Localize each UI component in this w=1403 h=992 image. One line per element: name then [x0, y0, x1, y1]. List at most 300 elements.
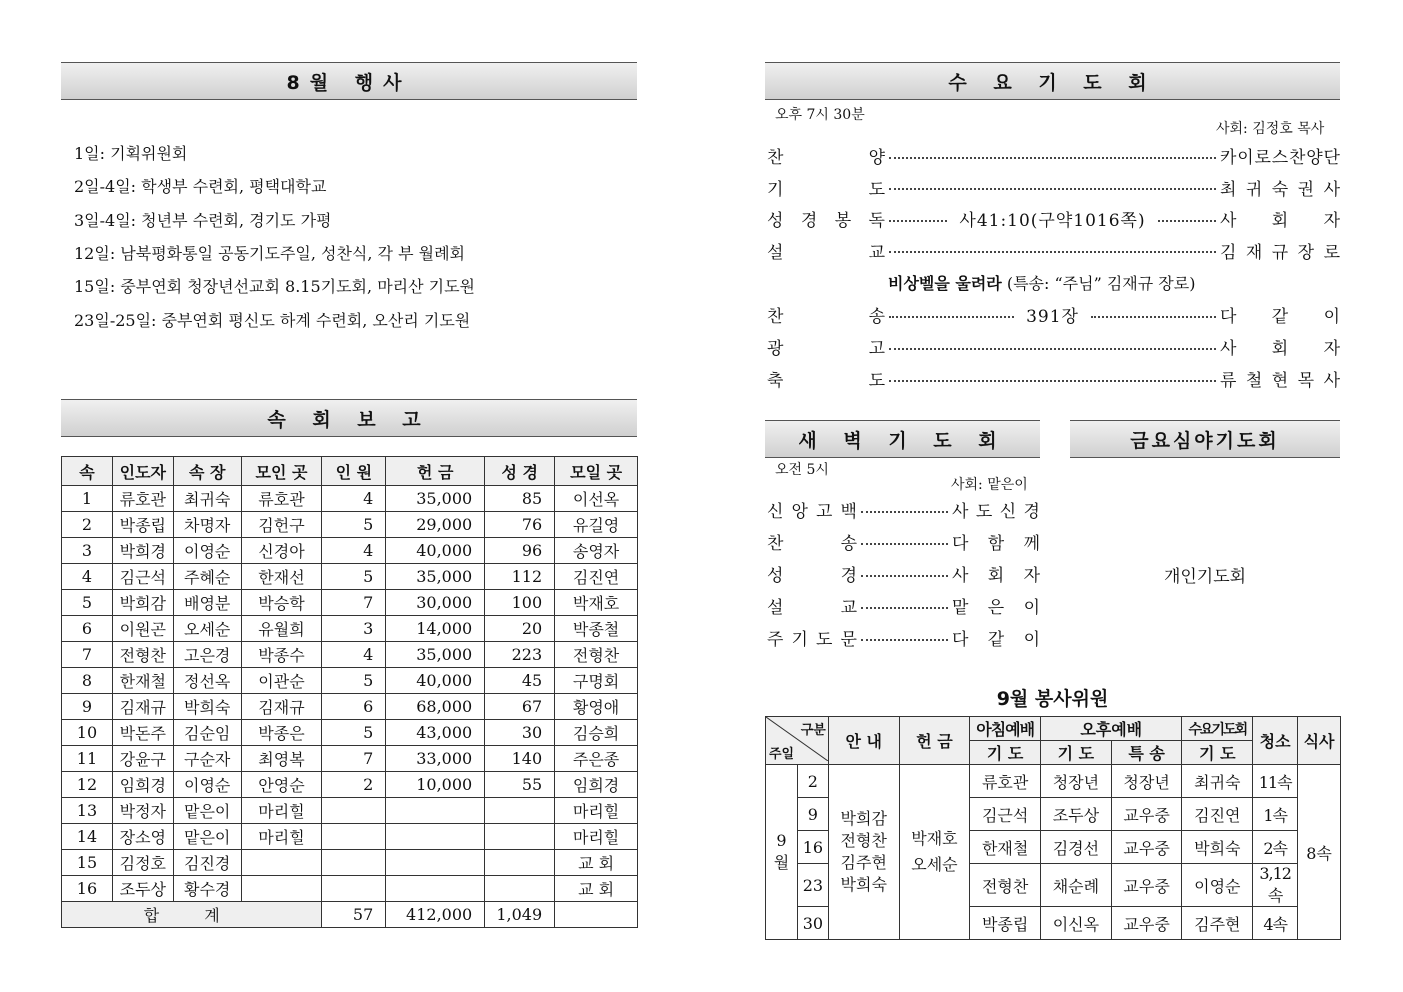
value-char: 자: [1023, 566, 1040, 586]
guide-name: 김주현: [840, 853, 887, 872]
report-row: [62, 642, 638, 668]
program-value: [952, 593, 1040, 618]
value-char: 회: [1271, 339, 1289, 359]
friday-title: 금요심야기도회: [1070, 420, 1340, 458]
service-cell-m: 한재철: [970, 831, 1041, 864]
leader-dots: [861, 543, 948, 545]
report-cell: 7: [322, 590, 386, 616]
report-cell: 이원곤: [112, 616, 173, 642]
offering-name: 오세순: [911, 855, 958, 874]
service-meal: 8속: [1298, 765, 1341, 940]
report-cell: 이관순: [241, 668, 322, 694]
report-cell: 박희감: [112, 590, 173, 616]
report-cell: 112: [485, 564, 555, 590]
report-row: [62, 798, 638, 824]
report-cell: 박승학: [241, 590, 322, 616]
report-row: [62, 590, 638, 616]
report-cell: 1: [62, 486, 113, 512]
report-header-row: [62, 457, 638, 486]
label-char: 도: [868, 179, 885, 200]
report-header-cell: 모일 곳: [555, 457, 638, 486]
header-wednesday: 수요기도회: [1182, 717, 1253, 741]
label-char: 설: [767, 242, 784, 263]
corner-header: [766, 717, 829, 765]
special-title: 비상벨을 울려라: [888, 274, 1002, 293]
month-label: 9월: [773, 831, 790, 872]
label-char: 성: [767, 211, 784, 231]
report-cell: 55: [485, 772, 555, 798]
value-char: 같: [987, 630, 1005, 650]
service-day: 2: [797, 765, 828, 798]
report-cell: [241, 876, 322, 902]
report-cell: 8: [62, 668, 113, 694]
report-row: [62, 720, 638, 746]
friday-content: 개인기도회: [1163, 567, 1247, 587]
report-cell: 신경아: [241, 538, 322, 564]
report-row: [62, 746, 638, 772]
value-char: 사: [952, 566, 969, 586]
value-char: 함: [987, 534, 1005, 554]
value-char: 맡: [952, 598, 969, 618]
service-cell-w: 김진연: [1182, 798, 1253, 831]
value-char: 이: [1023, 630, 1040, 650]
report-cell: 박종수: [241, 642, 322, 668]
service-cell-w: 박희숙: [1182, 831, 1253, 864]
service-cell-as: 청장년: [1111, 765, 1182, 798]
report-row: [62, 512, 638, 538]
label-char: 찬: [767, 307, 784, 327]
report-cell: [485, 850, 555, 876]
report-row: [62, 486, 638, 512]
value-char: 스: [1271, 148, 1289, 168]
report-header-cell: 모인 곳: [241, 457, 322, 486]
corner-top: 구분: [800, 723, 826, 738]
report-cell: 김정호: [112, 850, 173, 876]
program-row: [767, 593, 1040, 618]
report-cell: 6: [322, 694, 386, 720]
event-item: 12일: 남북평화통일 공동기도주일, 성찬식, 각 부 월례회: [74, 243, 466, 263]
report-cell: 2: [322, 772, 386, 798]
report-row: [62, 772, 638, 798]
report-cell: 35,000: [386, 486, 485, 512]
event-item: 23일-25일: 중부연회 평신도 하계 수련회, 오산리 기도원: [74, 310, 471, 330]
program-row: [767, 238, 1340, 263]
report-cell: 오세순: [173, 616, 241, 642]
header-offering: 헌 금: [899, 717, 970, 765]
report-cell: 85: [485, 486, 555, 512]
value-char: 회: [987, 566, 1005, 586]
program-row: [767, 302, 1340, 327]
sub-morning-prayer: 기 도: [970, 741, 1041, 765]
report-cell: 33,000: [386, 746, 485, 772]
report-cell: 5: [322, 720, 386, 746]
report-cell: 76: [485, 512, 555, 538]
label-char: 광: [767, 339, 784, 359]
report-cell: 전형찬: [555, 642, 638, 668]
report-cell: 박희경: [112, 538, 173, 564]
report-cell: 교 회: [555, 850, 638, 876]
report-cell: 5: [322, 512, 386, 538]
report-cell: 한재선: [241, 564, 322, 590]
value-char: 숙: [1271, 179, 1289, 200]
guide-name: 박희감: [840, 809, 887, 828]
program-value: [1220, 334, 1340, 359]
label-char: 양: [868, 148, 885, 168]
offering-name: 박재호: [911, 829, 958, 848]
report-row: [62, 538, 638, 564]
report-cell: 40,000: [386, 668, 485, 694]
report-cell: 박종철: [555, 616, 638, 642]
label-char: 교: [868, 242, 885, 263]
report-cell: [386, 876, 485, 902]
report-cell: [485, 798, 555, 824]
value-char: 사: [1323, 371, 1340, 391]
report-cell: 박종은: [241, 720, 322, 746]
service-cell-c: 3,12속: [1253, 864, 1298, 907]
report-cell: 45: [485, 668, 555, 694]
leader-dots: [889, 188, 1216, 190]
header-afternoon: 오후예배: [1041, 717, 1182, 741]
value-char: 사: [952, 502, 969, 522]
value-char: 김: [1220, 242, 1237, 263]
report-header-cell: 속 장: [173, 457, 241, 486]
program-label: [767, 593, 857, 618]
report-cell: 5: [322, 668, 386, 694]
service-cell-as: 교우중: [1111, 831, 1182, 864]
sub-afternoon-special: 특 송: [1111, 741, 1182, 765]
value-char: 다: [1220, 307, 1237, 327]
value-char: 다: [952, 534, 969, 554]
value-char: 같: [1271, 307, 1289, 327]
report-cell: 황수경: [173, 876, 241, 902]
program-value: [1220, 238, 1340, 263]
program-middle: 사41:10(구약1016쪽): [959, 211, 1146, 231]
report-cell: 주은종: [555, 746, 638, 772]
value-char: 찬: [1289, 148, 1306, 168]
wednesday-time: 오후 7시 30분: [775, 107, 865, 123]
report-row: [62, 876, 638, 902]
service-cell-ap: 청장년: [1041, 765, 1112, 798]
service-cell-w: 이영순: [1182, 864, 1253, 907]
service-cell-w: 최귀숙: [1182, 765, 1253, 798]
label-char: 고: [816, 502, 833, 522]
report-cell: 43,000: [386, 720, 485, 746]
program-label: [767, 302, 885, 327]
report-cell: 35,000: [386, 642, 485, 668]
program-row: [767, 366, 1340, 391]
service-cell-as: 교우중: [1111, 798, 1182, 831]
service-day: 23: [797, 864, 828, 907]
report-cell: 3: [62, 538, 113, 564]
service-cell-m: 전형찬: [970, 864, 1041, 907]
report-cell: 강윤구: [112, 746, 173, 772]
report-cell: 김근석: [112, 564, 173, 590]
program-row: [767, 625, 1040, 650]
report-cell: 차명자: [173, 512, 241, 538]
report-cell: 20: [485, 616, 555, 642]
service-day: 9: [797, 798, 828, 831]
program-value: [952, 497, 1040, 522]
program-row: [767, 497, 1040, 522]
report-total-row: [62, 902, 638, 928]
report-cell: 류호관: [112, 486, 173, 512]
value-char: 자: [1323, 339, 1340, 359]
value-char: 경: [1023, 502, 1040, 522]
report-cell: 박종립: [112, 512, 173, 538]
service-table: [765, 716, 1341, 940]
report-cell: [322, 798, 386, 824]
label-char: 앙: [791, 502, 808, 522]
label-char: 성: [767, 566, 784, 586]
report-cell: 이영순: [173, 538, 241, 564]
report-cell: 이영순: [173, 772, 241, 798]
report-cell: 김재규: [241, 694, 322, 720]
leader-dots: [889, 157, 1216, 159]
total-bible: 1,049: [485, 902, 555, 928]
report-table: [61, 456, 638, 928]
value-char: 께: [1023, 534, 1040, 554]
program-label: [767, 625, 857, 650]
report-cell: [485, 876, 555, 902]
report-cell: 주혜순: [173, 564, 241, 590]
report-row: [62, 824, 638, 850]
report-row: [62, 564, 638, 590]
events-title: 8월 행사: [61, 62, 637, 100]
report-cell: 7: [62, 642, 113, 668]
report-cell: 100: [485, 590, 555, 616]
label-char: 경: [840, 566, 857, 586]
service-day: 30: [797, 907, 828, 940]
program-label: [767, 206, 885, 231]
report-cell: 박희숙: [173, 694, 241, 720]
value-char: 로: [1254, 148, 1271, 168]
report-cell: 140: [485, 746, 555, 772]
report-cell: 배영분: [173, 590, 241, 616]
report-cell: 5: [322, 564, 386, 590]
program-label: [767, 366, 885, 391]
report-cell: 4: [62, 564, 113, 590]
program-label: [767, 529, 857, 554]
report-cell: 6: [62, 616, 113, 642]
report-cell: 30,000: [386, 590, 485, 616]
program-label: [767, 334, 885, 359]
value-char: 류: [1220, 371, 1237, 391]
report-header-cell: 속: [62, 457, 113, 486]
service-cell-c: 11속: [1253, 765, 1298, 798]
value-char: 사: [1220, 339, 1237, 359]
event-item: 3일-4일: 청년부 수련회, 경기도 가평: [74, 210, 332, 230]
report-cell: [386, 850, 485, 876]
report-cell: 구명회: [555, 668, 638, 694]
sub-wednesday-prayer: 기 도: [1182, 741, 1253, 765]
report-cell: [485, 824, 555, 850]
value-char: 단: [1323, 148, 1340, 168]
event-item: 2일-4일: 학생부 수련회, 평택대학교: [74, 177, 327, 197]
program-value: [952, 529, 1040, 554]
service-title: 9월 봉사위원: [996, 688, 1109, 710]
service-cell-m: 류호관: [970, 765, 1041, 798]
report-cell: 맡은이: [173, 798, 241, 824]
guide-name: 박희숙: [840, 875, 887, 894]
program-value: [1220, 143, 1340, 168]
report-cell: 고은경: [173, 642, 241, 668]
label-char: 경: [800, 211, 818, 231]
program-label: [767, 238, 885, 263]
service-cell-as: 교우중: [1111, 907, 1182, 940]
leader-dots: [889, 220, 947, 222]
report-cell: 김진연: [555, 564, 638, 590]
label-char: 기: [791, 630, 808, 650]
report-cell: 68,000: [386, 694, 485, 720]
leader-dots: [889, 380, 1216, 382]
program-label: [767, 561, 857, 586]
label-char: 도: [868, 371, 885, 391]
value-char: 은: [987, 598, 1005, 618]
report-row: [62, 668, 638, 694]
report-cell: 유월희: [241, 616, 322, 642]
value-char: 현: [1271, 371, 1289, 391]
report-cell: 류호관: [241, 486, 322, 512]
value-char: 회: [1271, 211, 1289, 231]
report-cell: 2: [62, 512, 113, 538]
report-row: [62, 694, 638, 720]
wednesday-title: 수 요 기 도 회: [765, 62, 1340, 100]
dawn-time: 오전 5시: [775, 462, 829, 478]
value-char: 카: [1220, 148, 1237, 168]
value-char: 사: [1220, 211, 1237, 231]
service-cell-ap: 이신옥: [1041, 907, 1112, 940]
report-cell: 10: [62, 720, 113, 746]
report-cell: 조두상: [112, 876, 173, 902]
report-cell: 김승희: [555, 720, 638, 746]
report-cell: 16: [62, 876, 113, 902]
value-char: 로: [1323, 242, 1340, 263]
wednesday-host: 사회: 김정호 목사: [1216, 121, 1325, 137]
label-char: 송: [840, 534, 857, 554]
leader-dots: [1158, 220, 1216, 222]
label-char: 송: [868, 307, 885, 327]
program-middle: 391장: [1026, 307, 1079, 327]
value-char: 목: [1297, 371, 1315, 391]
value-char: 신: [999, 502, 1017, 522]
program-row: [767, 334, 1340, 359]
header-morning: 아침예배: [970, 717, 1041, 741]
program-value: [952, 561, 1040, 586]
service-cell-m: 박종립: [970, 907, 1041, 940]
event-item: 1일: 기획위원회: [74, 144, 188, 163]
service-cell-c: 2속: [1253, 831, 1298, 864]
report-cell: 9: [62, 694, 113, 720]
program-label: [767, 497, 857, 522]
program-value: [1220, 366, 1340, 391]
report-cell: [322, 824, 386, 850]
program-row: [767, 561, 1040, 586]
value-char: 철: [1245, 371, 1263, 391]
dawn-title: 새 벽 기 도 회: [765, 420, 1040, 458]
service-cell-ap: 김경선: [1041, 831, 1112, 864]
total-label: 합 계: [62, 902, 322, 928]
report-cell: 이선옥: [555, 486, 638, 512]
report-cell: 10,000: [386, 772, 485, 798]
leader-dots: [861, 575, 948, 577]
report-cell: 임희경: [112, 772, 173, 798]
program-label: [767, 175, 885, 200]
report-cell: 전형찬: [112, 642, 173, 668]
report-cell: 최귀숙: [173, 486, 241, 512]
report-cell: 12: [62, 772, 113, 798]
report-cell: 96: [485, 538, 555, 564]
value-char: 귀: [1245, 179, 1263, 200]
value-char: 최: [1220, 179, 1237, 200]
report-cell: 40,000: [386, 538, 485, 564]
value-char: 양: [1306, 148, 1323, 168]
program-row: [767, 175, 1340, 200]
total-blank: [555, 902, 638, 928]
program-row: [767, 529, 1040, 554]
report-cell: 황영애: [555, 694, 638, 720]
label-char: 고: [868, 339, 885, 359]
service-month: [766, 765, 798, 940]
report-cell: 15: [62, 850, 113, 876]
value-char: 다: [952, 630, 969, 650]
header-clean: 청소: [1253, 717, 1298, 765]
program-row: [767, 143, 1340, 168]
report-cell: 13: [62, 798, 113, 824]
program-value: [1220, 206, 1340, 231]
report-cell: 11: [62, 746, 113, 772]
report-cell: 김헌구: [241, 512, 322, 538]
service-cell-w: 김주현: [1182, 907, 1253, 940]
report-cell: 마리힐: [555, 798, 638, 824]
leader-dots: [861, 639, 948, 641]
report-cell: 4: [322, 538, 386, 564]
report-title: 속 회 보 고: [61, 399, 637, 437]
program-value: [1220, 302, 1340, 327]
report-cell: 67: [485, 694, 555, 720]
report-cell: 4: [322, 486, 386, 512]
label-char: 설: [767, 598, 784, 618]
value-char: 장: [1297, 242, 1315, 263]
service-row: [766, 765, 1341, 798]
report-cell: 구순자: [173, 746, 241, 772]
program-row: [767, 206, 1340, 231]
label-char: 봉: [834, 211, 852, 231]
event-item: 15일: 중부연회 청장년선교회 8.15기도회, 마리산 기도원: [74, 277, 476, 297]
value-char: 이: [1323, 307, 1340, 327]
report-cell: 맡은이: [173, 824, 241, 850]
report-cell: 김진경: [173, 850, 241, 876]
value-char: 규: [1271, 242, 1289, 263]
report-header-cell: 인 원: [322, 457, 386, 486]
label-char: 주: [767, 630, 784, 650]
report-cell: [322, 850, 386, 876]
report-cell: 장소영: [112, 824, 173, 850]
report-cell: 송영자: [555, 538, 638, 564]
report-cell: 14,000: [386, 616, 485, 642]
special-note: (특송: “주님” 김재규 장로): [1006, 274, 1196, 293]
report-row: [62, 616, 638, 642]
report-header-cell: 인도자: [112, 457, 173, 486]
report-cell: 4: [322, 642, 386, 668]
report-cell: 박정자: [112, 798, 173, 824]
value-char: 이: [1023, 598, 1040, 618]
value-char: 권: [1297, 179, 1315, 200]
label-char: 백: [840, 502, 857, 522]
label-char: 신: [767, 502, 784, 522]
report-cell: [386, 824, 485, 850]
service-offering: [899, 765, 970, 940]
service-cell-c: 1속: [1253, 798, 1298, 831]
